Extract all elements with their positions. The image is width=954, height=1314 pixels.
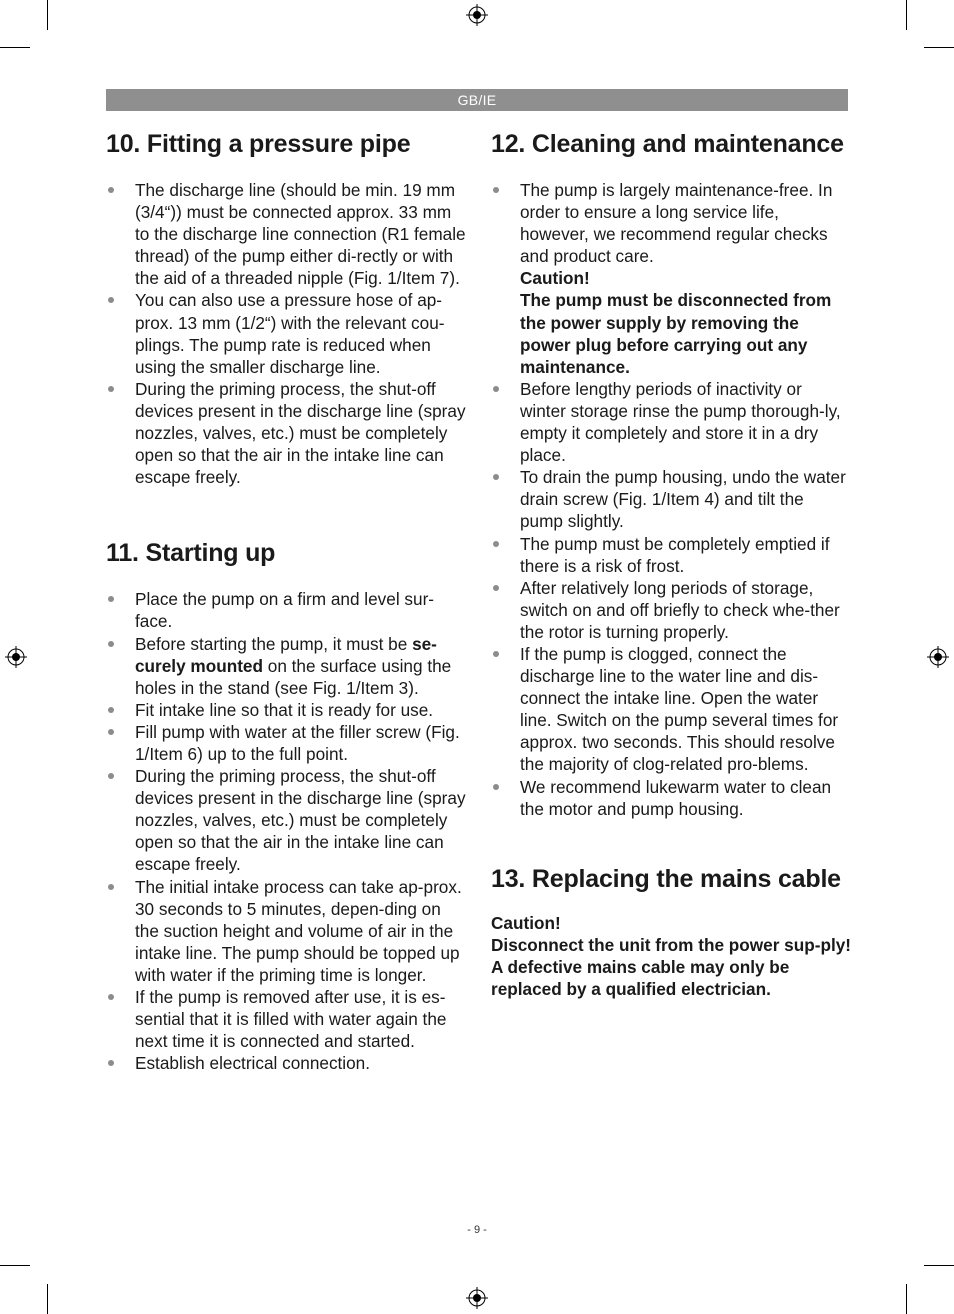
bullet-icon <box>493 386 499 392</box>
trim-mark-bottom-right-v <box>906 1284 907 1314</box>
section-12-list <box>491 179 851 820</box>
list-item: During the priming process, the shut-off devices present in the discharge line (spray nozzles, valves, etc.) must be completely open so that the air in the intake line can escape freely. <box>106 765 466 875</box>
trim-mark-bottom-right-h <box>924 1265 954 1266</box>
bullet-icon <box>493 187 499 193</box>
list-item: During the priming process, the shut-off devices present in the discharge line (spray nozzles, valves, etc.) must be completely open so that the air in the intake line can escape freely. <box>106 378 466 488</box>
trim-mark-bottom-left-h <box>0 1265 30 1266</box>
cable-caution-block <box>491 912 851 1000</box>
list-item: Fill pump with water at the filler screw (Fig. 1/Item 6) up to the full point. <box>106 721 466 765</box>
list-item: The pump must be completely emptied if there is a risk of frost. <box>491 533 851 577</box>
trim-mark-top-left-h <box>0 47 30 48</box>
registration-mark-icon <box>927 646 949 668</box>
language-header-bar <box>106 89 848 111</box>
list-item: Establish electrical connection. <box>106 1052 466 1074</box>
registration-mark-icon <box>466 1287 488 1309</box>
page-number: - 9 - <box>467 1224 487 1236</box>
maintenance-warning: The pump must be disconnected from the power supply by removing the power plug before carrying out any maintenance. <box>520 290 832 377</box>
list-item: We recommend lukewarm water to clean the motor and pump housing. <box>491 776 851 820</box>
language-label: GB/IE <box>457 92 497 108</box>
bullet-icon <box>108 707 114 713</box>
section-11-list <box>106 588 466 1074</box>
bullet-icon <box>108 386 114 392</box>
caution-label: Caution! <box>520 268 590 289</box>
cable-warning: Disconnect the unit from the power sup-ply! A defective mains cable may only be replaced by a qualified electrician. <box>491 934 851 999</box>
trim-mark-top-right-v <box>906 0 907 30</box>
right-column <box>491 127 851 1000</box>
bullet-icon <box>493 784 499 790</box>
bullet-icon <box>493 474 499 480</box>
bullet-icon <box>108 297 114 303</box>
list-item: The initial intake process can take ap-prox. 30 seconds to 5 minutes, depen-ding on the suction height and volume of air in the intake line. The pump should be topped up with water if the priming time is longer. <box>106 876 466 986</box>
trim-mark-top-left-v <box>47 0 48 30</box>
list-item: You can also use a pressure hose of ap-prox. 13 mm (1/2“) with the relevant cou-plings. The pump rate is reduced when using the smaller discharge line. <box>106 289 466 377</box>
trim-mark-top-right-h <box>924 47 954 48</box>
trim-mark-bottom-left-v <box>47 1284 48 1314</box>
section-13-title: 13. Replacing the mains cable <box>491 864 841 893</box>
registration-mark-icon <box>466 4 488 26</box>
section-11-title: 11. Starting up <box>106 539 276 568</box>
list-item: If the pump is removed after use, it is es-sential that it is filled with water again the next time it is connected and started. <box>106 986 466 1052</box>
bullet-icon <box>108 729 114 735</box>
list-item: The pump is largely maintenance-free. In order to ensure a long service life, however, we recommend regular checks and product care. Caution! The pump must be disconnected from the power supply by removing the power plug before carrying out any maintenance. <box>491 179 851 378</box>
registration-mark-icon <box>5 646 27 668</box>
bullet-icon <box>493 651 499 657</box>
list-item: Fit intake line so that it is ready for use. <box>106 699 466 721</box>
bullet-icon <box>493 585 499 591</box>
section-10-title: 10. Fitting a pressure pipe <box>106 130 411 158</box>
list-item: The discharge line (should be min. 19 mm (3/4“)) must be connected approx. 33 mm to the discharge line connection (R1 female thread) of the pump either di-rectly or with the aid of a threaded nipple (Fig. 1/Item 7). <box>106 179 466 289</box>
list-item: After relatively long periods of storage, switch on and off briefly to check whe-ther the rotor is turning properly. <box>491 577 851 643</box>
list-item: Place the pump on a firm and level sur-face. <box>106 588 466 632</box>
bullet-icon <box>108 773 114 779</box>
list-item: To drain the pump housing, undo the water drain screw (Fig. 1/Item 4) and tilt the pump slightly. <box>491 466 851 532</box>
section-12-title: 12. Cleaning and maintenance <box>491 130 844 158</box>
bullet-icon <box>108 187 114 193</box>
bullet-icon <box>493 541 499 547</box>
section-10-list <box>106 179 466 488</box>
bullet-icon <box>108 641 114 647</box>
bullet-icon <box>108 994 114 1000</box>
list-item: If the pump is clogged, connect the discharge line to the water line and dis-connect the intake line. Open the water line. Switch on the pump several times for approx. two seconds. This should resolve the majority of clog-related pro-blems. <box>491 643 851 776</box>
list-item: Before lengthy periods of inactivity or winter storage rinse the pump thorough-ly, empty it completely and store it in a dry place. <box>491 378 851 466</box>
list-item: Before starting the pump, it must be se-curely mounted on the surface using the holes in the stand (see Fig. 1/Item 3). <box>106 633 466 699</box>
bullet-icon <box>108 884 114 890</box>
left-column <box>106 127 466 1074</box>
bullet-icon <box>108 596 114 602</box>
bullet-icon <box>108 1060 114 1066</box>
caution-label: Caution! <box>491 912 561 933</box>
